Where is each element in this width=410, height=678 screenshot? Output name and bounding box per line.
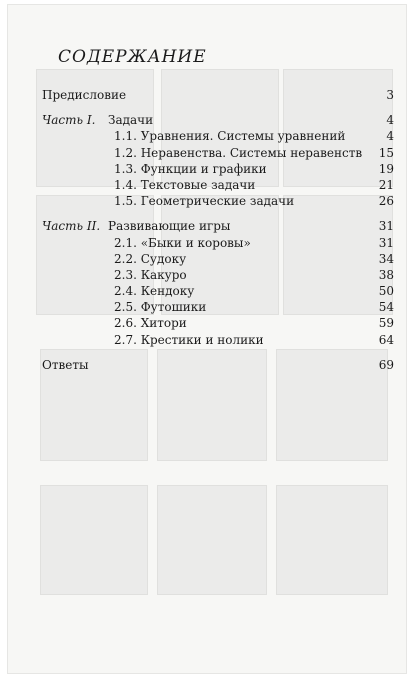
toc-page-number: 31: [378, 219, 394, 234]
toc-page-number: 59: [378, 316, 394, 331]
toc-entry-preface[interactable]: [42, 87, 394, 103]
toc-page-number: 50: [378, 284, 394, 299]
toc-entry[interactable]: [42, 161, 394, 177]
toc-entry-title: 2.3. Какуро: [114, 267, 187, 282]
toc-entry-title: 1.4. Текстовые задачи: [114, 177, 256, 192]
toc-entry-title: 1.2. Неравенства. Системы неравенств: [114, 145, 363, 160]
toc-entry-title: Задачи: [108, 113, 154, 128]
table-of-contents: [42, 87, 394, 373]
toc-entry-title: 2.7. Крестики и нолики: [114, 332, 264, 347]
toc-entry-title: 1.1. Уравнения. Системы уравнений: [114, 129, 346, 144]
toc-entry[interactable]: [42, 332, 394, 348]
part-label: Часть II.: [42, 219, 101, 234]
show-through-panel: [276, 485, 388, 595]
toc-page-number: 31: [378, 235, 394, 250]
toc-page-number: 38: [378, 267, 394, 282]
toc-entry-answers[interactable]: [42, 357, 394, 373]
toc-page-number: 26: [378, 194, 394, 209]
toc-entry[interactable]: [42, 145, 394, 161]
toc-entry-title: 2.1. «Быки и коровы»: [114, 235, 251, 250]
toc-entry[interactable]: [42, 235, 394, 251]
toc-entry-title: Развивающие игры: [108, 219, 231, 234]
toc-page-number: 34: [378, 251, 394, 266]
toc-entry-part2[interactable]: [42, 218, 394, 234]
toc-page-number: 4: [386, 129, 394, 144]
toc-page-number: 4: [386, 113, 394, 128]
toc-entry-title: 1.3. Функции и графики: [114, 161, 267, 176]
toc-page-number: 19: [378, 161, 394, 176]
toc-entry-title: Ответы: [42, 357, 89, 372]
book-page: [7, 4, 407, 674]
show-through-panel: [40, 485, 148, 595]
toc-entry[interactable]: [42, 315, 394, 331]
part-label: Часть I.: [42, 113, 96, 128]
toc-entry-title: 2.2. Судоку: [114, 251, 187, 266]
toc-page-number: 21: [378, 177, 394, 192]
toc-entry[interactable]: [42, 283, 394, 299]
toc-entry-title: 2.4. Кендоку: [114, 284, 195, 299]
toc-entry-part1[interactable]: [42, 112, 394, 128]
show-through-panel: [157, 485, 267, 595]
toc-entry[interactable]: [42, 299, 394, 315]
toc-entry[interactable]: [42, 128, 394, 144]
toc-page-number: 64: [378, 332, 394, 347]
toc-entry-title: 2.5. Футошики: [114, 300, 207, 315]
toc-page-number: 3: [386, 88, 394, 102]
contents-heading: СОДЕРЖАНИЕ: [58, 47, 207, 67]
toc-page-number: 15: [378, 145, 394, 160]
toc-entry[interactable]: [42, 177, 394, 193]
toc-entry-title: 2.6. Хитори: [114, 316, 187, 331]
toc-entry[interactable]: [42, 267, 394, 283]
toc-entry-title: Предисловие: [42, 88, 127, 102]
toc-page-number: 54: [378, 300, 394, 315]
toc-entry[interactable]: [42, 193, 394, 209]
toc-page-number: 69: [378, 357, 394, 372]
toc-entry-title: 1.5. Геометрические задачи: [114, 194, 295, 209]
toc-entry[interactable]: [42, 251, 394, 267]
